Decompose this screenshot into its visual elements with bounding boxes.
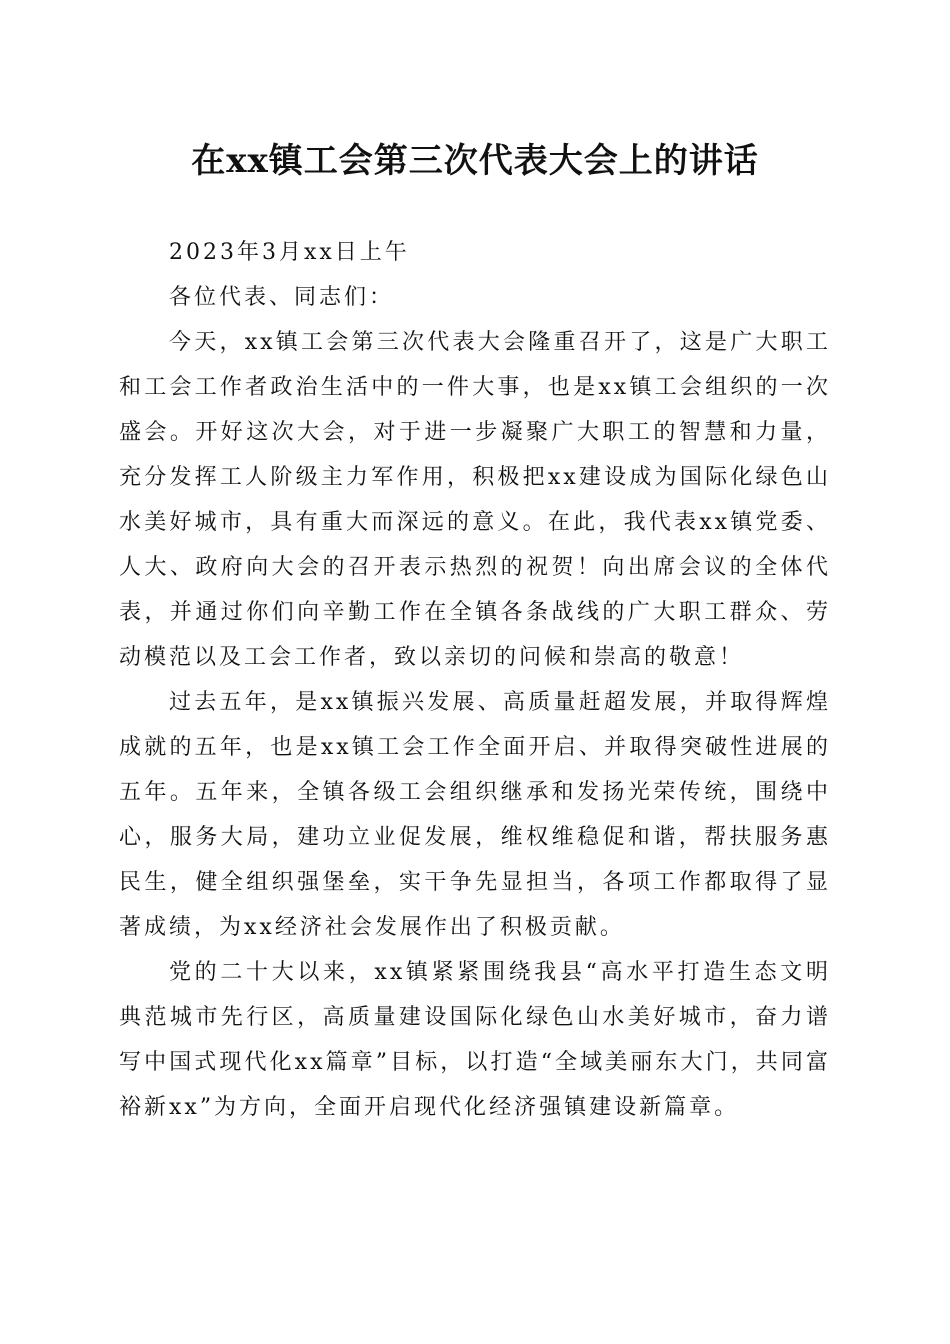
date-line: 2023年3月xx日上午	[169, 240, 410, 265]
salutation: 各位代表、同志们：	[169, 285, 395, 310]
paragraph: 党的二十大以来，xx镇紧紧围绕我县“高水平打造生态文明典范城市先行区，高质量建设国际化绿色山水美好城市，奋力谱写中国式现代化xx篇章”目标，以打造“全域美丽东大门，共同富裕新xx”为方向，全面开启现代化经济强镇建设新篇章。	[119, 960, 831, 1120]
document-body	[119, 230, 831, 1130]
document-title: 在xx镇工会第三次代表大会上的讲话	[191, 141, 759, 181]
paragraph: 过去五年，是xx镇振兴发展、高质量赶超发展，并取得辉煌成就的五年，也是xx镇工会工作全面开启、并取得突破性进展的五年。五年来，全镇各级工会组织继承和发扬光荣传统，围绕中心，服务大局，建功立业促发展，维权维稳促和谐，帮扶服务惠民生，健全组织强堡垒，实干争先显担当，各项工作都取得了显著成绩，为xx经济社会发展作出了积极贡献。	[119, 690, 831, 940]
paragraph: 今天，xx镇工会第三次代表大会隆重召开了，这是广大职工和工会工作者政治生活中的一件大事，也是xx镇工会组织的一次盛会。开好这次大会，对于进一步凝聚广大职工的智慧和力量，充分发挥工人阶级主力军作用，积极把xx建设成为国际化绿色山水美好城市，具有重大而深远的意义。在此，我代表xx镇党委、人大、政府向大会的召开表示热烈的祝贺！向出席会议的全体代表，并通过你们向辛勤工作在全镇各条战线的广大职工群众、劳动模范以及工会工作者，致以亲切的问候和崇高的敬意！	[119, 330, 831, 670]
